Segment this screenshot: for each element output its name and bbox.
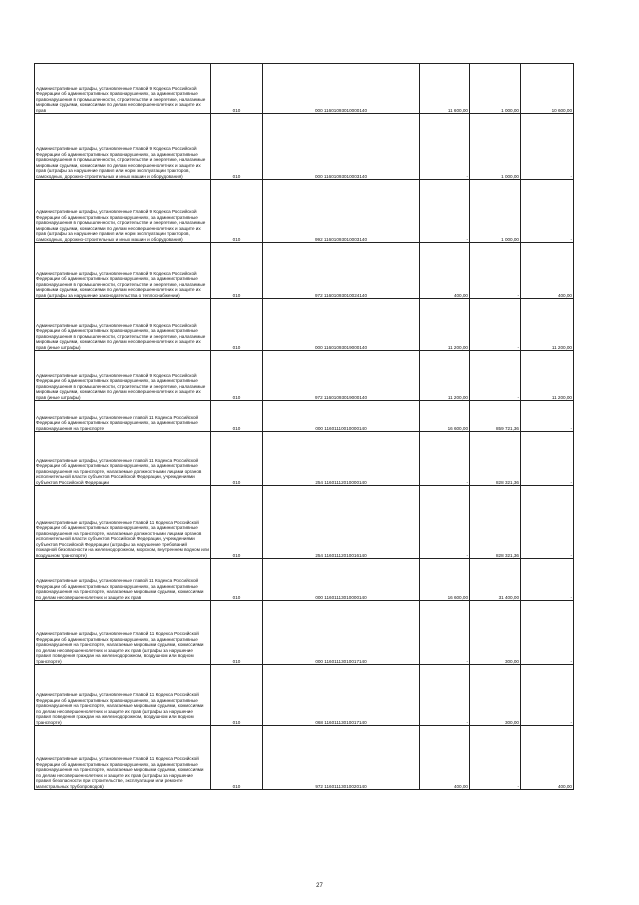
row-executed: 1 000,00	[470, 114, 521, 180]
row-line-code: 010	[211, 665, 263, 726]
row-unexecuted: 400,00	[521, 726, 574, 790]
row-name: Административные штрафы, установленные главой 11 Кодекса Российской Федерации об административных правонарушениях, за административные правонарушения на транспорте	[35, 401, 211, 432]
table-row	[35, 432, 574, 486]
row-unexecuted: -	[521, 559, 574, 601]
row-approved: 11 600,00	[420, 64, 470, 114]
row-income-code: 000 11601110010000140	[263, 401, 420, 432]
row-line-code: 010	[211, 726, 263, 790]
row-line-code: 010	[211, 351, 263, 401]
row-approved: -	[420, 180, 470, 243]
row-approved: -	[420, 486, 470, 559]
table-row	[35, 559, 574, 601]
table-row	[35, 601, 574, 665]
row-unexecuted: 10 600,00	[521, 64, 574, 114]
row-name: Административные штрафы, установленные Главой 9 Кодекса Российской Федерации об административных правонарушениях, за административные правонарушения в промышленности, строительстве и энергетике, налагаемые мировыми судьями, комиссиями по делам несовершеннолетних и защите их прав (иные штрафы)	[35, 351, 211, 401]
row-income-code: 000 11601093010003140	[263, 114, 420, 180]
row-line-code: 010	[211, 64, 263, 114]
table-row	[35, 299, 574, 351]
row-income-code: 000 11601113010017140	[263, 601, 420, 665]
row-approved: 11 200,00	[420, 351, 470, 401]
row-approved: 16 600,00	[420, 559, 470, 601]
table-row	[35, 665, 574, 726]
row-unexecuted: -	[521, 486, 574, 559]
row-executed: 1 000,00	[470, 64, 521, 114]
row-income-code: 972 11601093019000140	[263, 351, 420, 401]
row-executed: -	[470, 351, 521, 401]
row-executed: 31 400,00	[470, 559, 521, 601]
row-name: Административные штрафы, установленные главой 11 Кодекса Российской Федерации об административных правонарушениях, за административные правонарушения на транспорте, налагаемые мировыми судьями, комиссиями по делам несовершеннолетних и защите их прав	[35, 559, 211, 601]
row-executed: 828 321,36	[470, 432, 521, 486]
income-report-table	[34, 63, 574, 790]
table-row	[35, 64, 574, 114]
row-income-code: 972 11601093010024140	[263, 243, 420, 299]
row-income-code: 000 11601113010000140	[263, 559, 420, 601]
row-executed: 1 000,00	[470, 180, 521, 243]
row-unexecuted: -	[521, 665, 574, 726]
row-name: Административные штрафы, установленные Главой 9 Кодекса Российской Федерации об административных правонарушениях, за административные правонарушения в промышленности, строительстве и энергетике, налагаемые мировыми судьями, комиссиями по делам несовершеннолетних и защите их прав (иные штрафы)	[35, 299, 211, 351]
row-income-code: 254 11601112010000140	[263, 432, 420, 486]
row-line-code: 010	[211, 114, 263, 180]
row-executed: -	[470, 299, 521, 351]
table-row	[35, 180, 574, 243]
row-approved: 400,00	[420, 243, 470, 299]
row-unexecuted: -	[521, 432, 574, 486]
row-executed: 300,00	[470, 601, 521, 665]
row-executed: 300,00	[470, 665, 521, 726]
row-name: Административные штрафы, установленные Главой 9 Кодекса Российской Федерации об административных правонарушениях, за административные правонарушения в промышленности, строительстве и энергетике, налагаемые мировыми судьями, комиссиями по делам несовершеннолетних и защите их прав (штрафы за нарушение правил или норм эксплуатации тракторов, самоходных, дорожно-строительных и иных машин и оборудования)	[35, 114, 211, 180]
row-approved: -	[420, 114, 470, 180]
row-approved: -	[420, 432, 470, 486]
row-unexecuted: 11 200,00	[521, 299, 574, 351]
row-income-code: 000 11601093010000140	[263, 64, 420, 114]
row-line-code: 010	[211, 432, 263, 486]
row-approved: -	[420, 665, 470, 726]
row-name: Административные штрафы, установленные главой 11 Кодекса Российской Федерации об административных правонарушениях, за административные правонарушения на транспорте, налагаемые должностными лицами органов исполнительной власти субъектов Российской Федерации, учреждениями субъектов Российской Федерации	[35, 432, 211, 486]
row-income-code: 992 11601093010003140	[263, 180, 420, 243]
row-executed: 859 721,36	[470, 401, 521, 432]
row-unexecuted: -	[521, 114, 574, 180]
row-line-code: 010	[211, 559, 263, 601]
row-approved: 11 200,00	[420, 299, 470, 351]
table-row	[35, 486, 574, 559]
row-name: Административные штрафы, установленные Главой 11 Кодекса Российской Федерации об административных правонарушениях, за административные правонарушения на транспорте, налагаемые мировыми судьями, комиссиями по делам несовершеннолетних и защите их прав (штрафы за нарушение правил поведения граждан на железнодорожном, воздушном или водном транспорте)	[35, 601, 211, 665]
row-name: Административные штрафы, установленные Главой 9 Кодекса Российской Федерации об административных правонарушениях, за административные правонарушения в промышленности, строительстве и энергетике, налагаемые мировыми судьями, комиссиями по делам несовершеннолетних и защите их прав	[35, 64, 211, 114]
income-report-body	[35, 64, 574, 790]
row-name: Административные штрафы, установленные Главой 11 Кодекса Российской Федерации об административных правонарушениях, за административные правонарушения на транспорте, налагаемые мировыми судьями, комиссиями по делам несовершеннолетних и защите их прав (штрафы за нарушение правил безопасности при строительстве, эксплуатации или ремонте магистральных трубопроводов)	[35, 726, 211, 790]
table-row	[35, 243, 574, 299]
row-line-code: 010	[211, 601, 263, 665]
table-row	[35, 114, 574, 180]
row-unexecuted: 11 200,00	[521, 351, 574, 401]
row-income-code: 068 11601113010017140	[263, 665, 420, 726]
table-row	[35, 401, 574, 432]
row-approved: 16 600,00	[420, 401, 470, 432]
row-name: Административные штрафы, установленные Главой 9 Кодекса Российской Федерации об административных правонарушениях, за административные правонарушения в промышленности, строительстве и энергетике, налагаемые мировыми судьями, комиссиями по делам несовершеннолетних и защите их прав (штрафы за нарушение правил или норм эксплуатации тракторов, самоходных, дорожно-строительных и иных машин и оборудования)	[35, 180, 211, 243]
row-line-code: 010	[211, 243, 263, 299]
row-name: Административные штрафы, установленные Главой 11 Кодекса Российской Федерации об административных правонарушениях, за административные правонарушения на транспорте, налагаемые должностными лицами органов исполнительной власти субъектов Российской Федерации, учреждениями субъектов Российской Федерации (штрафы за нарушение требований пожарной безопасности на железнодорожном, морском, внутреннем водном или воздушном транспорте)	[35, 486, 211, 559]
table-row	[35, 351, 574, 401]
table-row	[35, 726, 574, 790]
page-number: 27	[316, 883, 323, 889]
row-line-code: 010	[211, 299, 263, 351]
row-approved: 400,00	[420, 726, 470, 790]
row-income-code: 972 11601113010020140	[263, 726, 420, 790]
row-income-code: 000 11601093019000140	[263, 299, 420, 351]
row-line-code: 010	[211, 180, 263, 243]
row-income-code: 254 11601112010016140	[263, 486, 420, 559]
row-unexecuted: -	[521, 601, 574, 665]
row-name: Административные штрафы, установленные Главой 11 Кодекса Российской Федерации об административных правонарушениях, за административные правонарушения на транспорте, налагаемые мировыми судьями, комиссиями по делам несовершеннолетних и защите их прав (штрафы за нарушение правил поведения граждан на железнодорожном, воздушном или водном транспорте)	[35, 665, 211, 726]
row-unexecuted: -	[521, 401, 574, 432]
row-executed: -	[470, 726, 521, 790]
row-unexecuted: 400,00	[521, 243, 574, 299]
row-line-code: 010	[211, 486, 263, 559]
row-unexecuted: -	[521, 180, 574, 243]
row-line-code: 010	[211, 401, 263, 432]
row-executed: -	[470, 243, 521, 299]
row-executed: 828 321,36	[470, 486, 521, 559]
row-approved: -	[420, 601, 470, 665]
row-name: Административные штрафы, установленные Главой 9 Кодекса Российской Федерации об административных правонарушениях, за административные правонарушения в промышленности, строительстве и энергетике, налагаемые мировыми судьями, комиссиями по делам несовершеннолетних и защите их прав (штрафы за нарушение законодательства о теплоснабжении)	[35, 243, 211, 299]
